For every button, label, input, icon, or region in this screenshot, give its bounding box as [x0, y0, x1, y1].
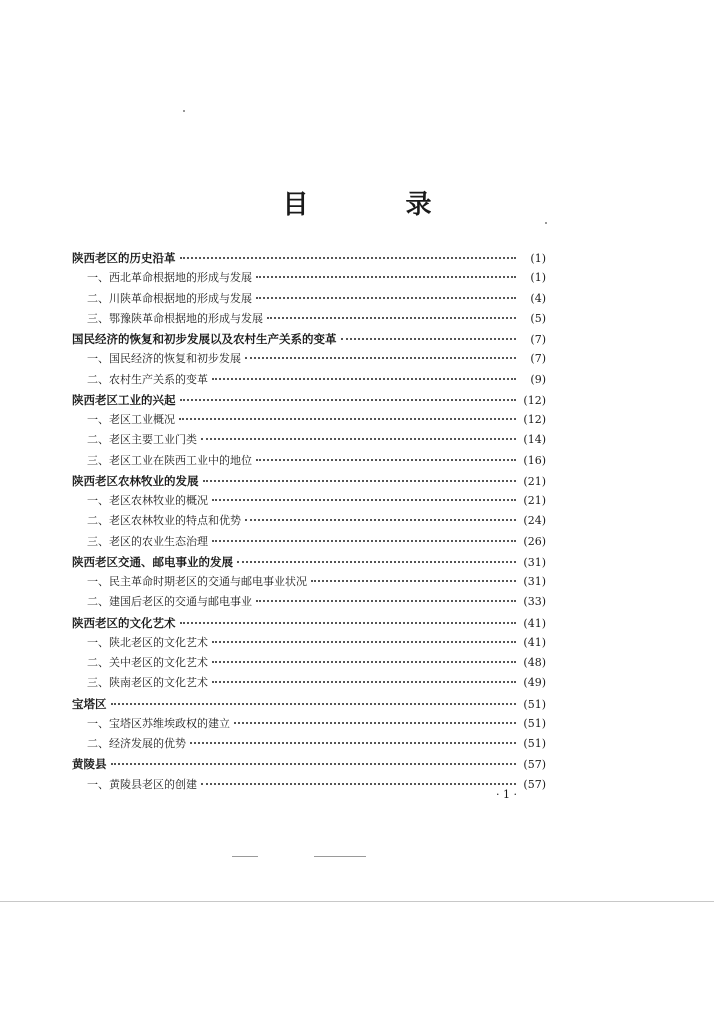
toc-entry-page: (4)	[530, 291, 546, 305]
toc-entry-page: (5)	[530, 311, 546, 325]
toc-entry-page: (1)	[530, 271, 546, 285]
dot-leader	[237, 561, 516, 563]
dot-leader	[201, 783, 516, 785]
toc-section-entry	[72, 532, 546, 552]
scan-speck	[183, 110, 185, 112]
toc-entry-title: 二、经济发展的优势	[87, 737, 186, 750]
toc-entry-title: 陕西老区的历史沿革	[72, 251, 176, 265]
dot-leader	[245, 519, 516, 521]
toc-entry-title: 一、宝塔区苏维埃政权的建立	[87, 716, 230, 730]
toc-section-entry	[72, 511, 546, 531]
toc-entry-title: 一、民主革命时期老区的交通与邮电事业状况	[87, 575, 307, 588]
toc-section-entry	[72, 451, 546, 471]
toc-entry-page: (41)	[523, 616, 546, 630]
dot-leader	[212, 378, 516, 380]
toc-section-entry	[72, 734, 546, 754]
toc-entry-page: (57)	[523, 758, 546, 772]
toc-section-entry	[72, 633, 546, 653]
toc-chapter-entry	[72, 329, 546, 349]
dot-leader	[256, 297, 516, 299]
toc-entry-title: 一、老区工业概况	[87, 413, 175, 426]
toc-entry-page: (12)	[523, 393, 546, 407]
dot-leader	[234, 722, 516, 724]
toc-section-entry	[72, 592, 546, 612]
toc-entry-page: (51)	[523, 697, 546, 711]
toc-entry-page: (7)	[530, 333, 546, 346]
toc-entry-title: 陕西老区交通、邮电事业的发展	[72, 554, 233, 569]
toc-chapter-entry	[72, 694, 546, 714]
toc-section-entry	[72, 491, 546, 511]
toc-section-entry	[72, 370, 546, 390]
dot-leader	[256, 276, 516, 278]
toc-section-entry	[72, 309, 546, 329]
toc-entry-page: (24)	[523, 514, 546, 528]
toc-chapter-entry	[72, 552, 546, 572]
toc-entry-page: (21)	[523, 474, 546, 488]
scan-speck	[545, 222, 547, 224]
toc-entry-title: 一、老区农林牧业的概况	[87, 494, 208, 507]
dot-leader	[245, 357, 516, 359]
toc-section-entry	[72, 268, 546, 288]
toc-entry-title: 陕西老区工业的兴起	[72, 392, 176, 407]
dot-leader	[212, 681, 516, 683]
scan-artifact-line	[314, 856, 366, 857]
toc-chapter-entry	[72, 248, 546, 268]
toc-section-entry	[72, 430, 546, 450]
toc-section-entry	[72, 349, 546, 369]
toc-entry-page: (51)	[523, 716, 546, 730]
scan-artifact-line	[232, 856, 258, 857]
toc-entry-title: 二、老区农林牧业的特点和优势	[87, 514, 241, 528]
toc-entry-title: 二、农村生产关系的变革	[87, 372, 208, 386]
toc-section-entry	[72, 653, 546, 673]
toc-entry-title: 宝塔区	[72, 696, 107, 711]
toc-entry-title: 黄陵县	[72, 757, 107, 772]
toc-section-entry	[72, 673, 546, 693]
dot-leader	[180, 257, 517, 259]
toc-entry-title: 三、老区工业在陕西工业中的地位	[87, 453, 252, 467]
toc-entry-page: (7)	[530, 352, 546, 366]
toc-entry-title: 一、西北革命根据地的形成与发展	[87, 271, 252, 285]
toc-entry-page: (14)	[523, 433, 546, 447]
dot-leader	[111, 763, 517, 765]
dot-leader	[256, 600, 516, 602]
toc-section-entry	[72, 714, 546, 734]
toc-entry-title: 三、鄂豫陕革命根据地的形成与发展	[87, 311, 263, 325]
toc-entry-title: 二、老区主要工业门类	[87, 433, 197, 447]
toc-section-entry	[72, 775, 546, 795]
dot-leader	[190, 742, 516, 744]
toc-entry-page: (26)	[523, 534, 546, 548]
toc-entry-page: (57)	[523, 777, 546, 791]
toc-entry-page: (16)	[523, 453, 546, 467]
toc-section-entry	[72, 410, 546, 430]
toc-entry-page: (33)	[523, 595, 546, 609]
dot-leader	[180, 399, 517, 401]
toc-entry-title: 一、黄陵县老区的创建	[87, 777, 197, 791]
toc-chapter-entry	[72, 754, 546, 774]
toc-entry-page: (12)	[523, 413, 546, 426]
dot-leader	[179, 418, 516, 420]
toc-entry-title: 三、老区的农业生态治理	[87, 534, 208, 548]
dot-leader	[212, 499, 516, 501]
toc-entry-page: (49)	[523, 676, 546, 690]
scan-edge-line	[0, 901, 714, 902]
toc-entry-title: 国民经济的恢复和初步发展以及农村生产关系的变革	[72, 332, 337, 346]
toc-entry-title: 一、陕北老区的文化艺术	[87, 635, 208, 649]
toc-section-entry	[72, 289, 546, 309]
toc-chapter-entry	[72, 390, 546, 410]
table-of-contents	[72, 248, 546, 795]
toc-chapter-entry	[72, 613, 546, 633]
toc-entry-page: (41)	[523, 635, 546, 649]
toc-entry-title: 一、国民经济的恢复和初步发展	[87, 352, 241, 366]
toc-entry-page: (31)	[523, 575, 546, 588]
dot-leader	[341, 338, 517, 340]
toc-entry-page: (1)	[530, 252, 546, 265]
toc-section-entry	[72, 572, 546, 592]
page-title: 目 录	[282, 190, 476, 220]
toc-entry-page: (21)	[523, 494, 546, 507]
dot-leader	[311, 580, 516, 582]
dot-leader	[267, 317, 516, 319]
dot-leader	[212, 641, 516, 643]
dot-leader	[203, 480, 517, 482]
toc-entry-title: 陕西老区农林牧业的发展	[72, 473, 199, 488]
toc-entry-page: (48)	[523, 656, 546, 669]
toc-entry-page: (31)	[523, 555, 546, 569]
toc-entry-title: 三、陕南老区的文化艺术	[87, 676, 208, 690]
dot-leader	[256, 459, 516, 461]
dot-leader	[212, 540, 516, 542]
dot-leader	[180, 622, 517, 624]
toc-entry-title: 二、关中老区的文化艺术	[87, 656, 208, 669]
toc-entry-title: 二、川陕革命根据地的形成与发展	[87, 291, 252, 305]
dot-leader	[111, 703, 517, 705]
dot-leader	[212, 661, 516, 663]
toc-entry-page: (9)	[530, 372, 546, 386]
toc-chapter-entry	[72, 471, 546, 491]
toc-entry-title: 二、建国后老区的交通与邮电事业	[87, 595, 252, 609]
toc-entry-title: 陕西老区的文化艺术	[72, 615, 176, 630]
toc-entry-page: (51)	[523, 737, 546, 750]
dot-leader	[201, 438, 516, 440]
page-number: · 1 ·	[496, 788, 517, 801]
